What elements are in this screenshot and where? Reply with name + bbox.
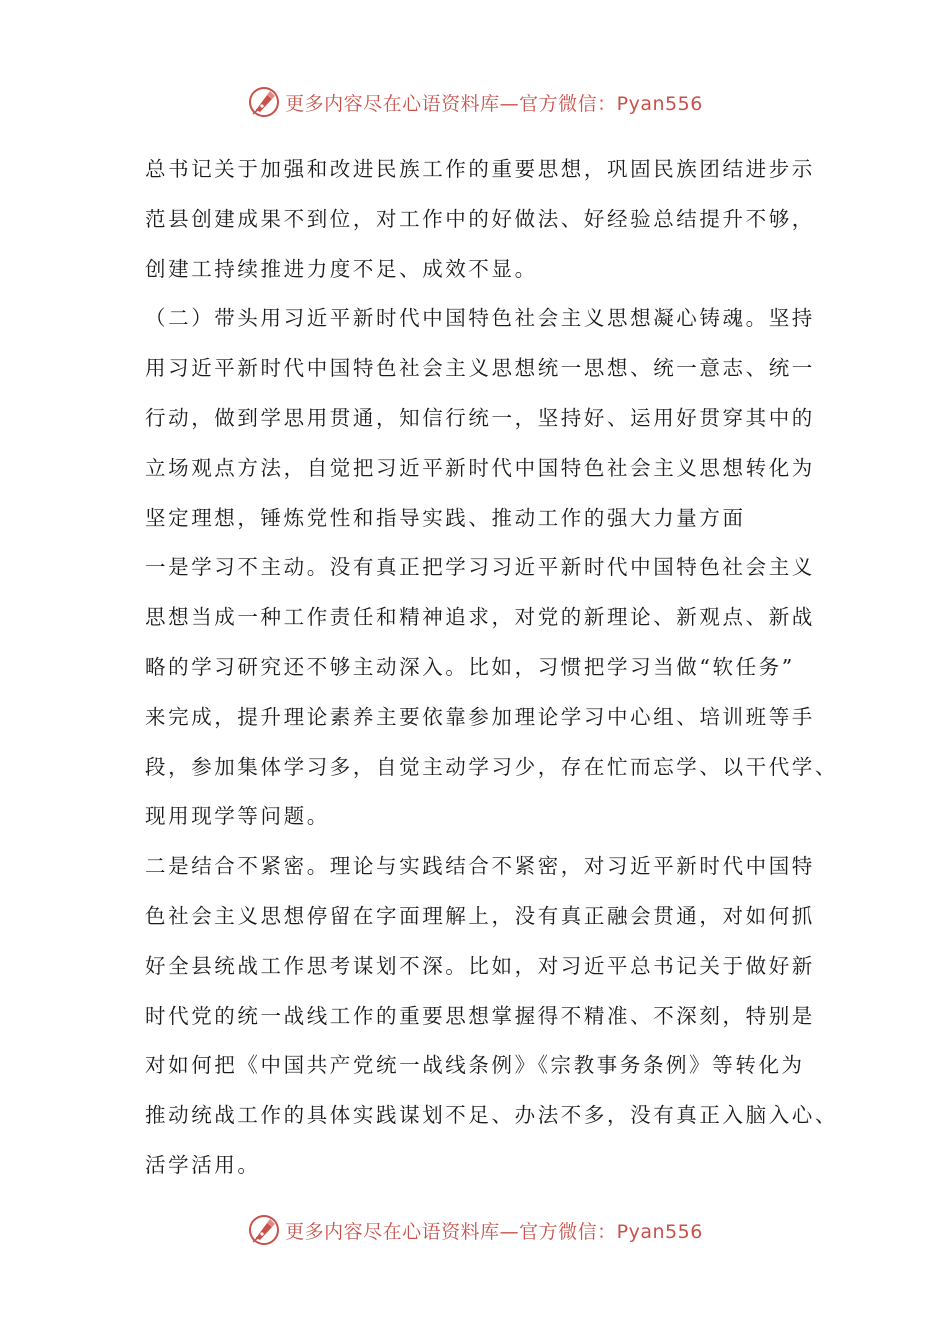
- body-line: 总书记关于加强和改进民族工作的重要思想，巩固民族团结进步示: [145, 157, 815, 181]
- footer-watermark-text: 更多内容尽在心语资料库—官方微信：Pyan556: [285, 1220, 703, 1243]
- body-line: 段，参加集体学习多，自觉主动学习少，存在忙而忘学、以干代学、: [145, 754, 838, 779]
- body-line: 活学活用。: [145, 1152, 261, 1177]
- body-line: 现用现学等问题。: [145, 804, 330, 829]
- point-two-line: 二是结合不紧密。理论与实践结合不紧密，对习近平新时代中国特: [145, 854, 815, 879]
- pen-nib-logo-icon: [247, 1213, 281, 1247]
- body-line: 来完成，提升理论素养主要依靠参加理论学习中心组、培训班等手: [145, 704, 815, 729]
- body-line: 推动统战工作的具体实践谋划不足、办法不多，没有真正入脑入心、: [145, 1103, 838, 1128]
- body-line: 对如何把《中国共产党统一战线条例》《宗教事务条例》等转化为: [145, 1053, 805, 1078]
- pen-nib-logo-icon: [247, 85, 281, 119]
- footer-watermark: [0, 1210, 950, 1250]
- section-heading-line: （二）带头用习近平新时代中国特色社会主义思想凝心铸魂。坚持: [145, 306, 815, 331]
- body-line: 范县创建成果不到位，对工作中的好做法、好经验总结提升不够，: [145, 206, 815, 231]
- body-line: 创建工持续推进力度不足、成效不显。: [145, 256, 538, 281]
- body-line: 思想当成一种工作责任和精神追求，对党的新理论、新观点、新战: [145, 605, 815, 630]
- body-line: 色社会主义思想停留在字面理解上，没有真正融会贯通，对如何抓: [145, 903, 815, 928]
- body-line: 用习近平新时代中国特色社会主义思想统一思想、统一意志、统一: [145, 356, 815, 381]
- body-line: 好全县统战工作思考谋划不深。比如，对习近平总书记关于做好新: [145, 953, 815, 978]
- body-line: 立场观点方法，自觉把习近平新时代中国特色社会主义思想转化为: [145, 455, 815, 480]
- header-watermark: [0, 82, 950, 122]
- body-line: 时代党的统一战线工作的重要思想掌握得不精准、不深刻，特别是: [145, 1003, 815, 1028]
- document-body: [145, 145, 838, 1191]
- header-watermark-text: 更多内容尽在心语资料库—官方微信：Pyan556: [285, 92, 703, 115]
- body-line: 坚定理想，锤炼党性和指导实践、推动工作的强大力量方面: [145, 505, 746, 530]
- body-line: 略的学习研究还不够主动深入。比如，习惯把学习当做“软任务”: [145, 654, 795, 679]
- body-line: 行动，做到学思用贯通，知信行统一，坚持好、运用好贯穿其中的: [145, 405, 815, 430]
- point-one-line: 一是学习不主动。没有真正把学习习近平新时代中国特色社会主义: [145, 555, 815, 580]
